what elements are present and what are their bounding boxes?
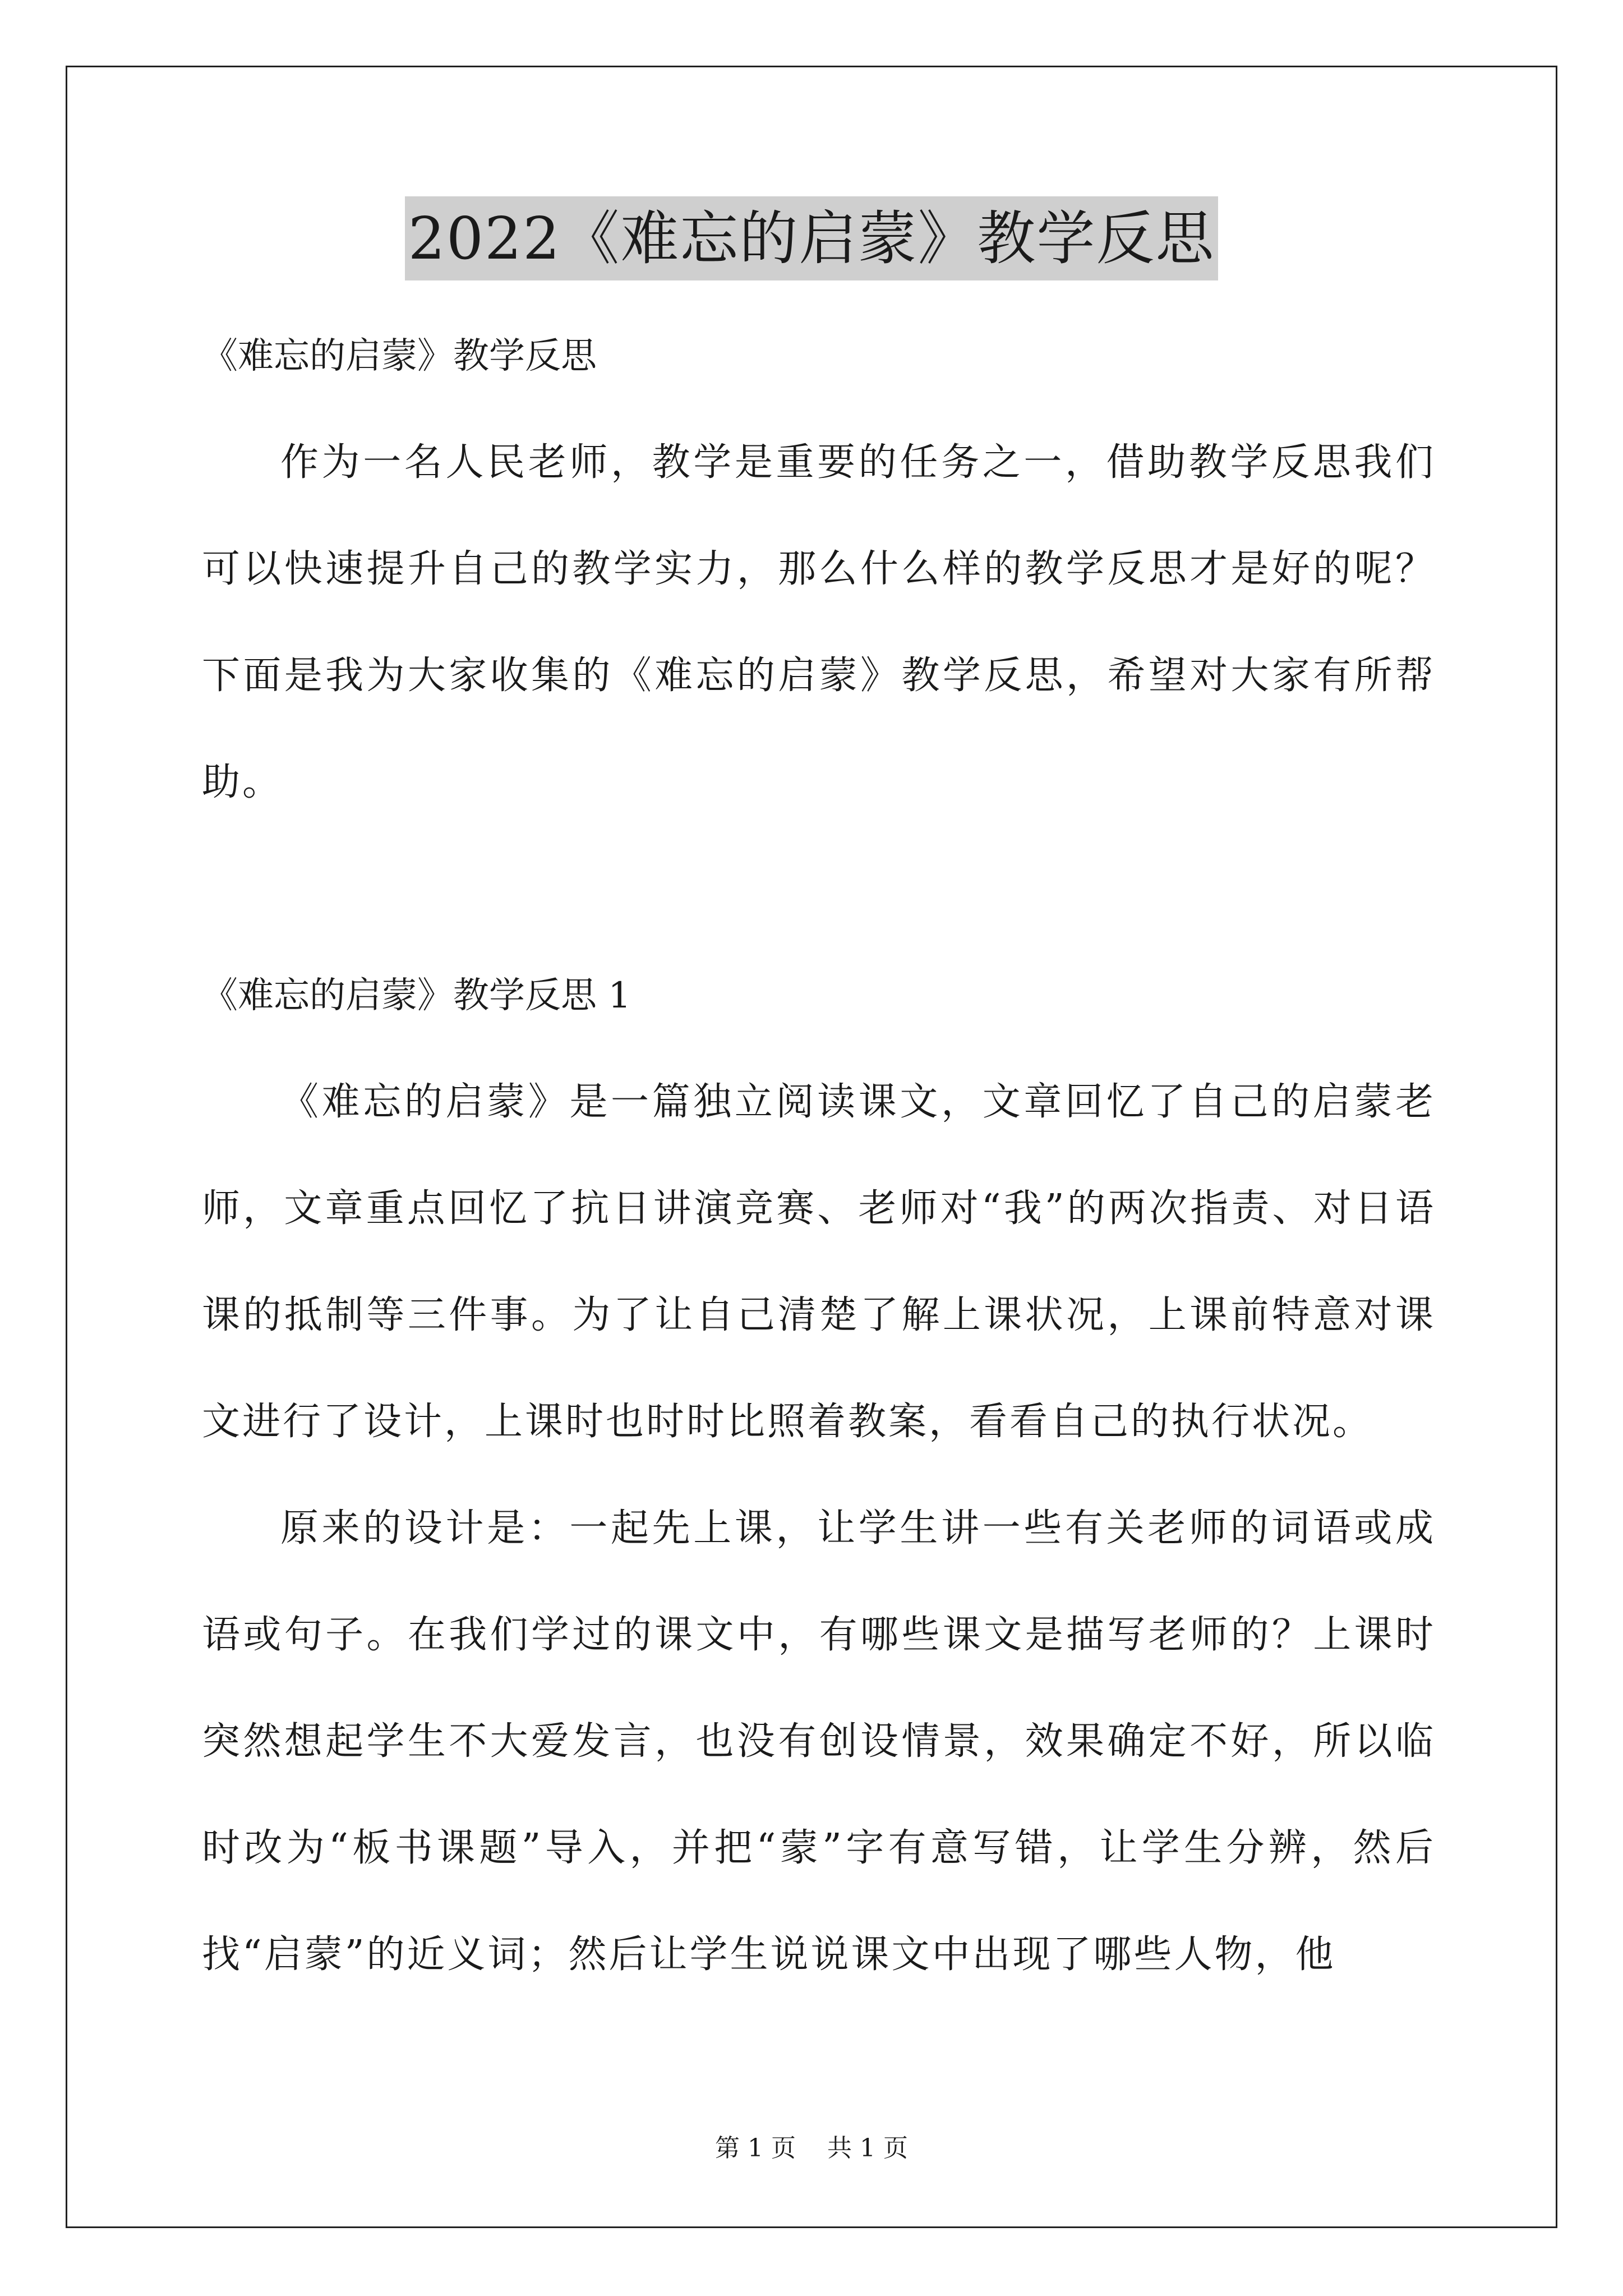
page-footer — [0, 2132, 1623, 2165]
body-paragraph: 《难忘的启蒙》是一篇独立阅读课文，文章回忆了自己的启蒙老师，文章重点回忆了抗日讲演竞赛、老师对“我”的两次指责、对日语课的抵制等三件事。为了让自己清楚了解上课状况，上课前特意对课文进行了设计，上课时也时时比照着教案，看看自己的执行状况。 — [202, 1080, 1436, 1444]
page-total: 共 1 页 — [827, 2134, 908, 2162]
document-title: 2022《难忘的启蒙》教学反思 — [405, 196, 1219, 280]
intro-paragraph: 作为一名人民老师，教学是重要的任务之一，借助教学反思我们可以快速提升自己的教学实力，那么什么样的教学反思才是好的呢？下面是我为大家收集的《难忘的启蒙》教学反思，希望对大家有所帮助。 — [202, 440, 1436, 804]
section-heading: 《难忘的启蒙》教学反思 1 — [202, 975, 631, 1016]
page-number: 第 1 页 — [715, 2134, 796, 2162]
document-subtitle: 《难忘的启蒙》教学反思 — [202, 335, 597, 377]
body-paragraph: 原来的设计是：一起先上课，让学生讲一些有关老师的词语或成语或句子。在我们学过的课文中，有哪些课文是描写老师的？上课时突然想起学生不大爱发言，也没有创设情景，效果确定不好，所以临时改为“板书课题”导入，并把“蒙”字有意写错，让学生分辨，然后找“启蒙”的近义词；然后让学生说说课文中出现了哪些人物，他 — [202, 1506, 1436, 1977]
document-body — [202, 303, 1436, 2008]
title-container — [0, 196, 1623, 280]
